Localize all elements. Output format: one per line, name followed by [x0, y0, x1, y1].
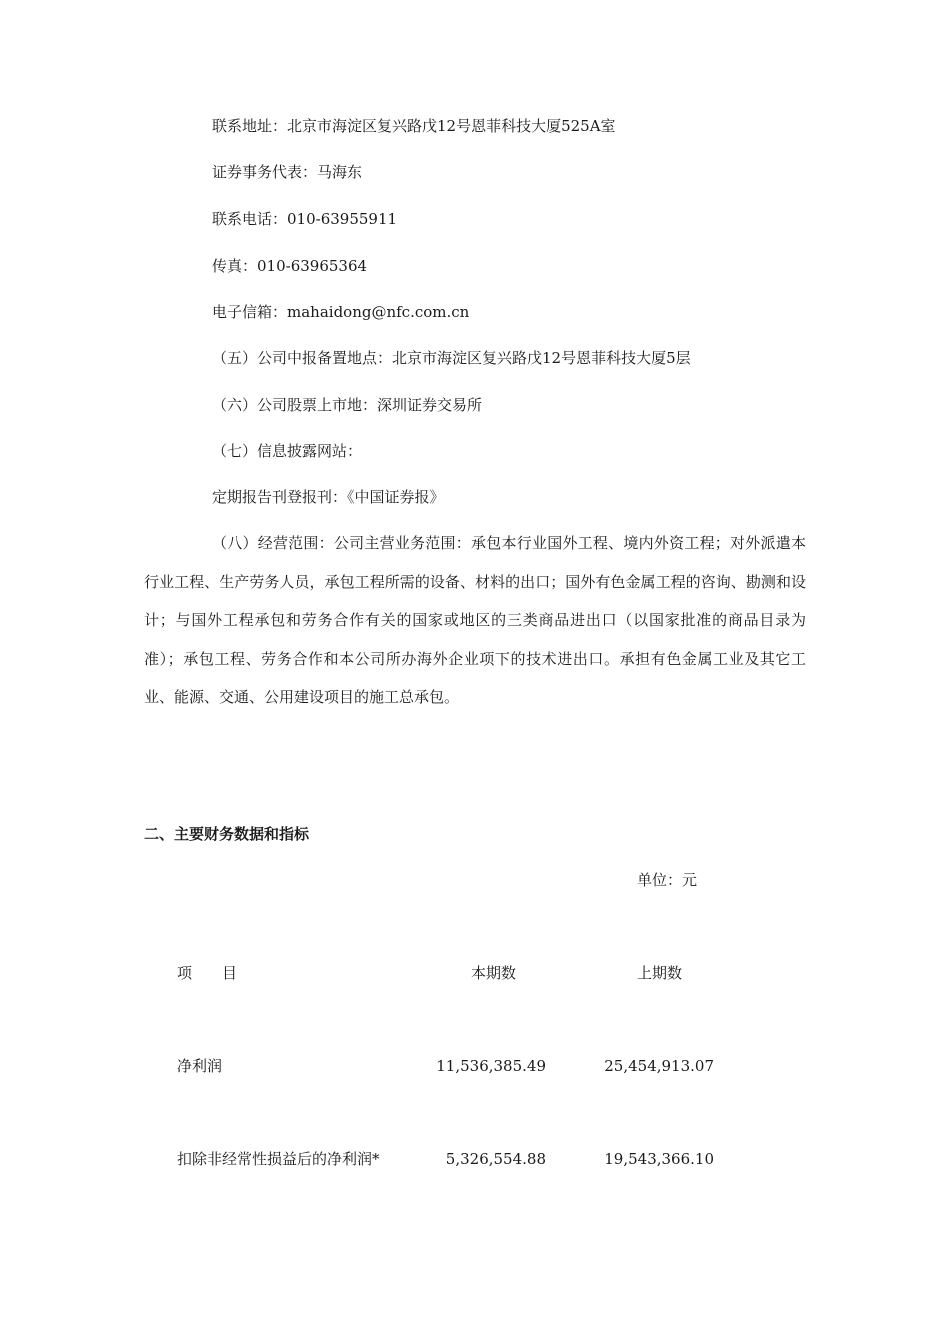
row-current: 11,536,385.49 [436, 1057, 546, 1075]
section-title: 二、主要财务数据和指标 [144, 825, 310, 843]
report-location: （五）公司中报备置地点：北京市海淀区复兴路戊12号恩菲科技大厦5层 [212, 349, 691, 367]
row-item: 净利润 [177, 1057, 223, 1075]
unit-label: 单位：元 [637, 871, 698, 889]
fax: 传真：010-63965364 [212, 257, 368, 275]
email: 电子信箱：mahaidong@nfc.com.cn [212, 303, 470, 321]
listing-exchange: （六）公司股票上市地：深圳证券交易所 [212, 396, 483, 414]
row-previous: 25,454,913.07 [604, 1057, 714, 1075]
row-previous: 19,543,366.10 [604, 1150, 714, 1168]
securities-representative: 证券事务代表：马海东 [212, 163, 363, 181]
header-item: 项 目 [177, 964, 238, 982]
header-previous: 上期数 [637, 964, 683, 982]
business-scope: （八）经营范围：公司主营业务范围：承包本行业国外工程、境内外资工程；对外派遣本行业工程、生产劳务人员，承包工程所需的设备、材料的出口；国外有色金属工程的咨询、勘测和设计；与国外工程承包和劳务合作有关的国家或地区的三类商品进出口（以国家批准的商品目录为准）；承包工程、劳务合作和本公司所办海外企业项下的技术进出口。承担有色金属工业及其它工业、能源、交通、公用建设项目的施工总承包。 [144, 534, 806, 706]
designated-newspaper: 定期报告刊登报刊：《中国证券报》 [212, 488, 445, 506]
row-item: 扣除非经常性损益后的净利润* [177, 1150, 380, 1168]
disclosure-website: （七）信息披露网站： [212, 442, 363, 460]
contact-address: 联系地址：北京市海淀区复兴路戊12号恩菲科技大厦525A室 [212, 117, 616, 135]
row-current: 5,326,554.88 [445, 1150, 546, 1168]
header-current: 本期数 [471, 964, 517, 982]
contact-phone: 联系电话：010-63955911 [212, 210, 398, 228]
